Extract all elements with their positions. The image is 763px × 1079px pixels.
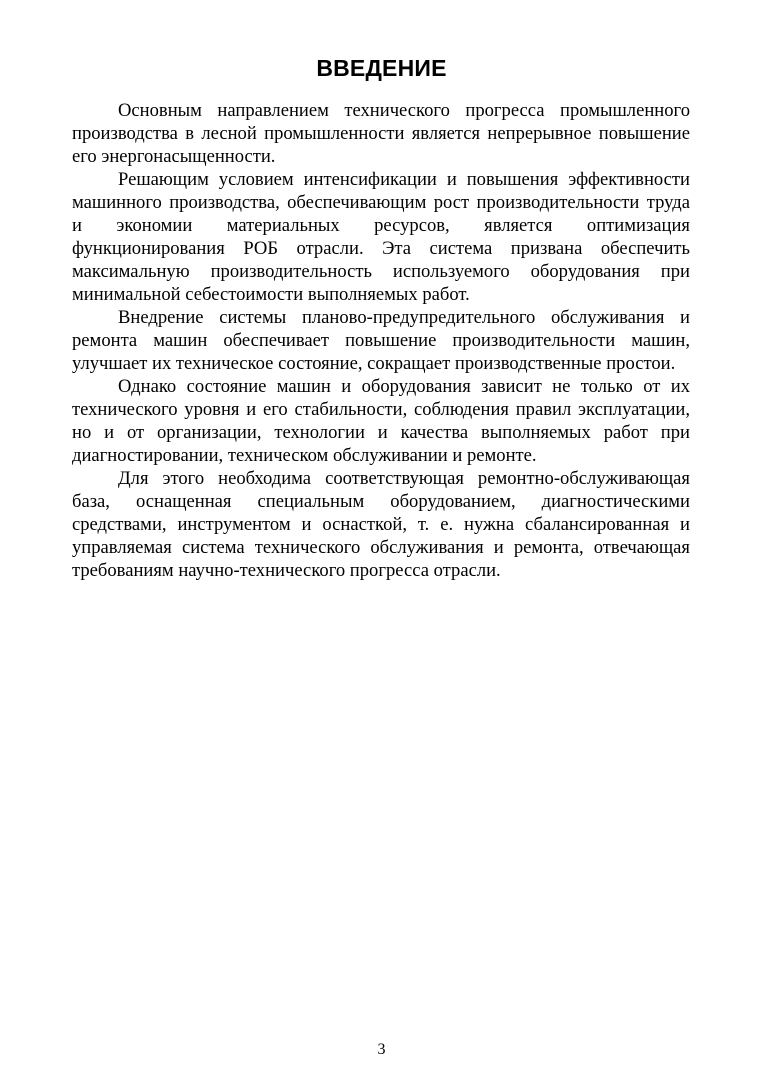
page-number: 3 (377, 1041, 386, 1058)
paragraph-2: Решающим условием интенсификации и повышения эффективности машинного производства, обеспечивающим рост производительности труда и экономии материальных ресурсов, является оптимизация функционирования РОБ отрасли. Эта система призвана обеспечить максимальную производительность используемого оборудования при минимальной себестоимости выполняемых работ. (72, 169, 690, 305)
body-text (72, 99, 690, 582)
paragraph-1: Основным направлением технического прогресса промышленного производства в лесной промышленности является непрерывное повышение его энергонасыщенности. (72, 100, 690, 167)
page-title: ВВЕДЕНИЕ (316, 55, 447, 81)
paragraph-3: Внедрение системы планово-предупредительного обслуживания и ремонта машин обеспечивает повышение производительности машин, улучшает их техническое состояние, сокращает производственные простои. (72, 307, 690, 374)
paragraph-4: Однако состояние машин и оборудования зависит не только от их технического уровня и его стабильности, соблюдения правил эксплуатации, но и от организации, технологии и качества выполняемых работ при диагностировании, техническом обслуживании и ремонте. (72, 376, 690, 466)
paragraph-5: Для этого необходима соответствующая ремонтно-обслуживающая база, оснащенная специальным оборудованием, диагностическими средствами, инструментом и оснасткой, т. е. нужна сбалансированная и управляемая система технического обслуживания и ремонта, отвечающая требованиям научно-технического прогресса отрасли. (72, 468, 690, 581)
